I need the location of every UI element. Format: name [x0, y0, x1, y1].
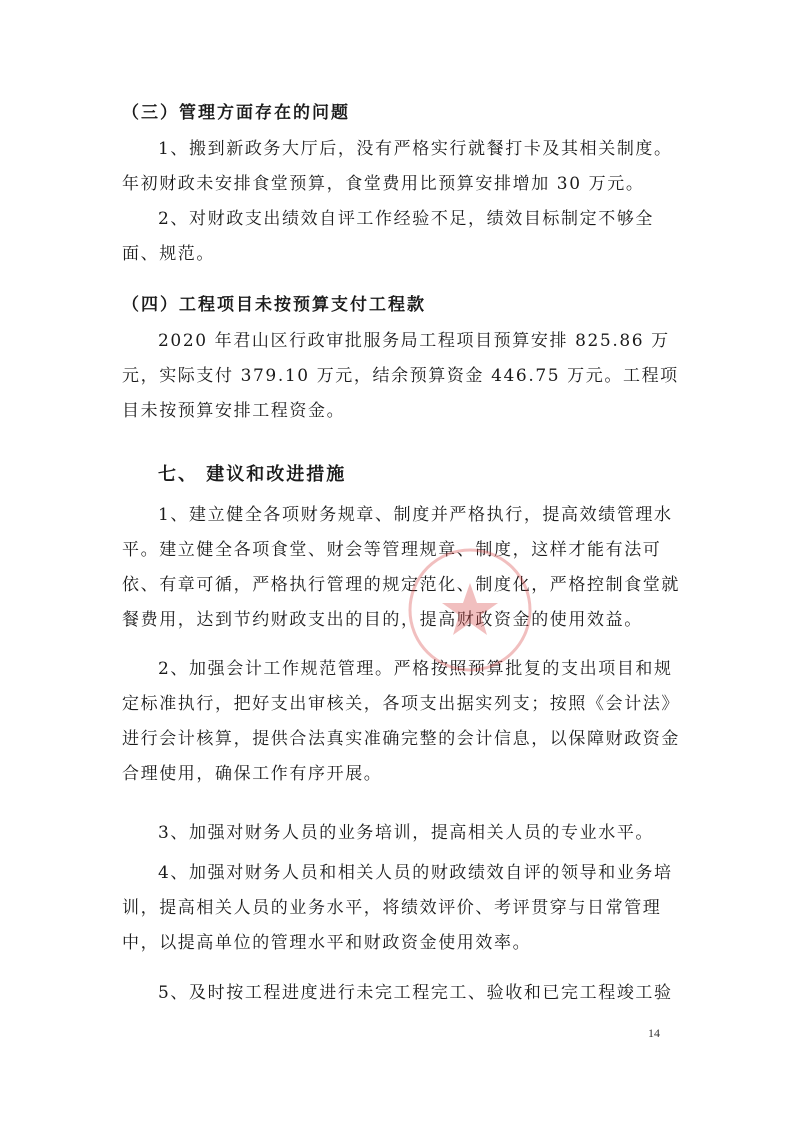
paragraph-text: 2020 年君山区行政审批服务局工程项目预算安排 825.86 万元，实际支付 379.10 万元，结余预算资金 446.75 万元。工程项目未按预算安排工程资金。 [122, 331, 679, 421]
paragraph-7-3 [122, 816, 687, 851]
paragraph-7-4 [122, 856, 687, 961]
paragraph-7-5 [122, 976, 687, 1011]
section-heading-7 [122, 460, 687, 486]
paragraph-text: 1、搬到新政务大厅后，没有严格实行就餐打卡及其相关制度。年初财政未安排食堂预算，食堂费用比预算安排增加 30 万元。 [122, 139, 673, 194]
official-seal [405, 545, 535, 675]
paragraph-text: 5、及时按工程进度进行未完工程完工、验收和已完工程竣工验 [158, 983, 673, 1003]
paragraph-text: 4、加强对财务人员和相关人员的财政绩效自评的领导和业务培训，提高相关人员的业务水平，将绩效评价、考评贯穿与日常管理中，以提高单位的管理水平和财政资金使用效率。 [122, 863, 673, 953]
paragraph-3-1 [122, 132, 687, 202]
section-heading-3: （三）管理方面存在的问题 [122, 103, 350, 123]
paragraph-4-1 [122, 324, 687, 429]
paragraph-text: 2、加强会计工作规范管理。严格按照预算批复的支出项目和规定标准执行，把好支出审核关，各项支出据实列支；按照《会计法》进行会计核算，提供合法真实准确完整的会计信息，以保障财政资金合理使用，确保工作有序开展。 [122, 659, 680, 784]
heading-text: 七、 建议和改进措施 [158, 464, 347, 485]
section-heading-4: （四）工程项目未按预算支付工程款 [122, 295, 426, 315]
paragraph-text: 2、对财政支出绩效自评工作经验不足，绩效目标制定不够全面、规范。 [122, 209, 655, 264]
paragraph-text: 3、加强对财务人员的业务培训，提高相关人员的专业水平。 [158, 823, 655, 843]
paragraph-text: 1、建立健全各项财务规章、制度并严格执行，提高效绩管理水平。建立健全各项食堂、财会等管理规章、制度，这样才能有法可依、有章可循，严格执行管理的规定范化、制度化，严格控制食堂就餐费用，达到节约财政支出的目的，提高财政资金的使用效益。 [122, 505, 680, 630]
paragraph-3-2 [122, 202, 687, 272]
page-number: 14 [648, 1026, 660, 1040]
